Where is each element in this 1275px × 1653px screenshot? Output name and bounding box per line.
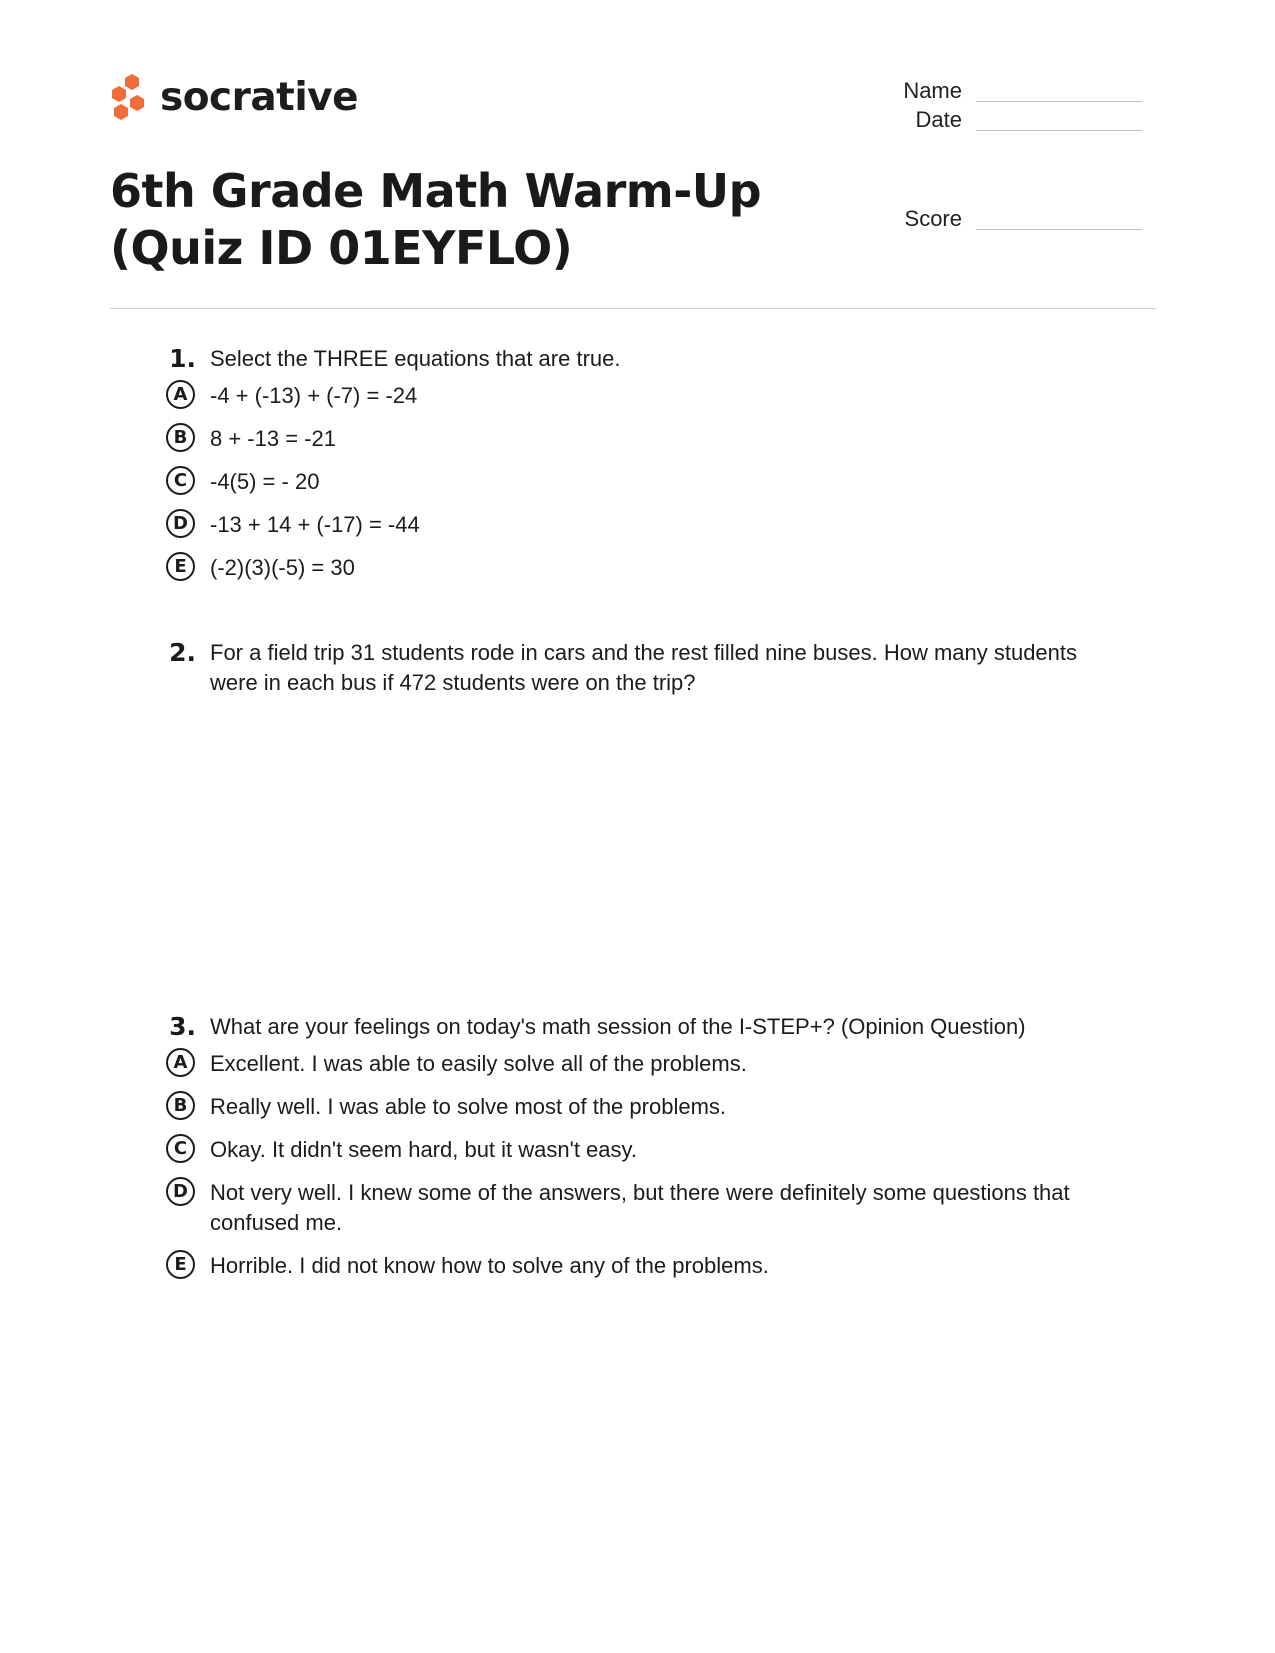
brand-name: socrative	[160, 74, 359, 120]
choice-text: -4 + (-13) + (-7) = -24	[210, 383, 418, 408]
choice-letter-circle[interactable]: E	[166, 1250, 195, 1279]
question-number: 2.	[169, 638, 196, 667]
choice-c[interactable]	[160, 1135, 1090, 1165]
choice-e[interactable]	[160, 553, 1160, 583]
choice-text: Horrible. I did not know how to solve any of the problems.	[210, 1253, 769, 1278]
question-prompt	[160, 1012, 1090, 1042]
choice-letter-circle[interactable]: A	[166, 380, 195, 409]
choice-letter-circle[interactable]: C	[166, 1134, 195, 1163]
choice-text: (-2)(3)(-5) = 30	[210, 555, 355, 580]
name-field	[842, 78, 1142, 104]
choice-text: -4(5) = - 20	[210, 469, 320, 494]
question-2	[160, 638, 1120, 698]
question-1	[160, 344, 1160, 596]
choice-text: Not very well. I knew some of the answers, but there were definitely some questions that confused me.	[210, 1180, 1070, 1235]
score-line[interactable]	[976, 211, 1142, 230]
choice-b[interactable]	[160, 424, 1160, 454]
name-label: Name	[903, 78, 962, 103]
choice-a[interactable]	[160, 381, 1160, 411]
date-field	[842, 107, 1142, 133]
choice-letter-circle[interactable]: B	[166, 423, 195, 452]
choice-text: Really well. I was able to solve most of the problems.	[210, 1094, 727, 1119]
choice-d[interactable]	[160, 510, 1160, 540]
choice-letter-circle[interactable]: C	[166, 466, 195, 495]
choice-letter-circle[interactable]: D	[166, 509, 195, 538]
question-number: 1.	[169, 344, 196, 373]
choice-letter-circle[interactable]: B	[166, 1091, 195, 1120]
choice-letter-circle[interactable]: D	[166, 1177, 195, 1206]
score-field	[842, 206, 1142, 232]
question-3	[160, 1012, 1090, 1294]
choice-list	[160, 381, 1160, 583]
choice-text: Okay. It didn't seem hard, but it wasn't easy.	[210, 1137, 638, 1162]
page-title: 6th Grade Math Warm-Up (Quiz ID 01EYFLO)	[110, 164, 762, 275]
choice-a[interactable]	[160, 1049, 1090, 1079]
question-text: For a field trip 31 students rode in cars and the rest filled nine buses. How many students were in each bus if 472 students were on the trip?	[210, 640, 1078, 695]
question-prompt	[160, 344, 1160, 374]
score-label: Score	[904, 206, 962, 231]
date-label: Date	[915, 107, 962, 132]
question-number: 3.	[169, 1012, 196, 1041]
choice-d[interactable]	[160, 1178, 1090, 1238]
choice-list	[160, 1049, 1090, 1281]
question-text: What are your feelings on today's math session of the I-STEP+? (Opinion Question)	[210, 1014, 1026, 1039]
question-prompt	[160, 638, 1120, 698]
choice-text: -13 + 14 + (-17) = -44	[210, 512, 420, 537]
choice-text: 8 + -13 = -21	[210, 426, 336, 451]
name-line[interactable]	[976, 83, 1142, 102]
choice-b[interactable]	[160, 1092, 1090, 1122]
choice-text: Excellent. I was able to easily solve all of the problems.	[210, 1051, 747, 1076]
hexagon-cluster-icon	[110, 73, 146, 121]
choice-c[interactable]	[160, 467, 1160, 497]
socrative-logo	[110, 72, 358, 122]
question-text: Select the THREE equations that are true.	[210, 346, 621, 371]
choice-letter-circle[interactable]: E	[166, 552, 195, 581]
header-divider	[110, 308, 1156, 309]
choice-letter-circle[interactable]: A	[166, 1048, 195, 1077]
choice-e[interactable]	[160, 1251, 1090, 1281]
date-line[interactable]	[976, 112, 1142, 131]
